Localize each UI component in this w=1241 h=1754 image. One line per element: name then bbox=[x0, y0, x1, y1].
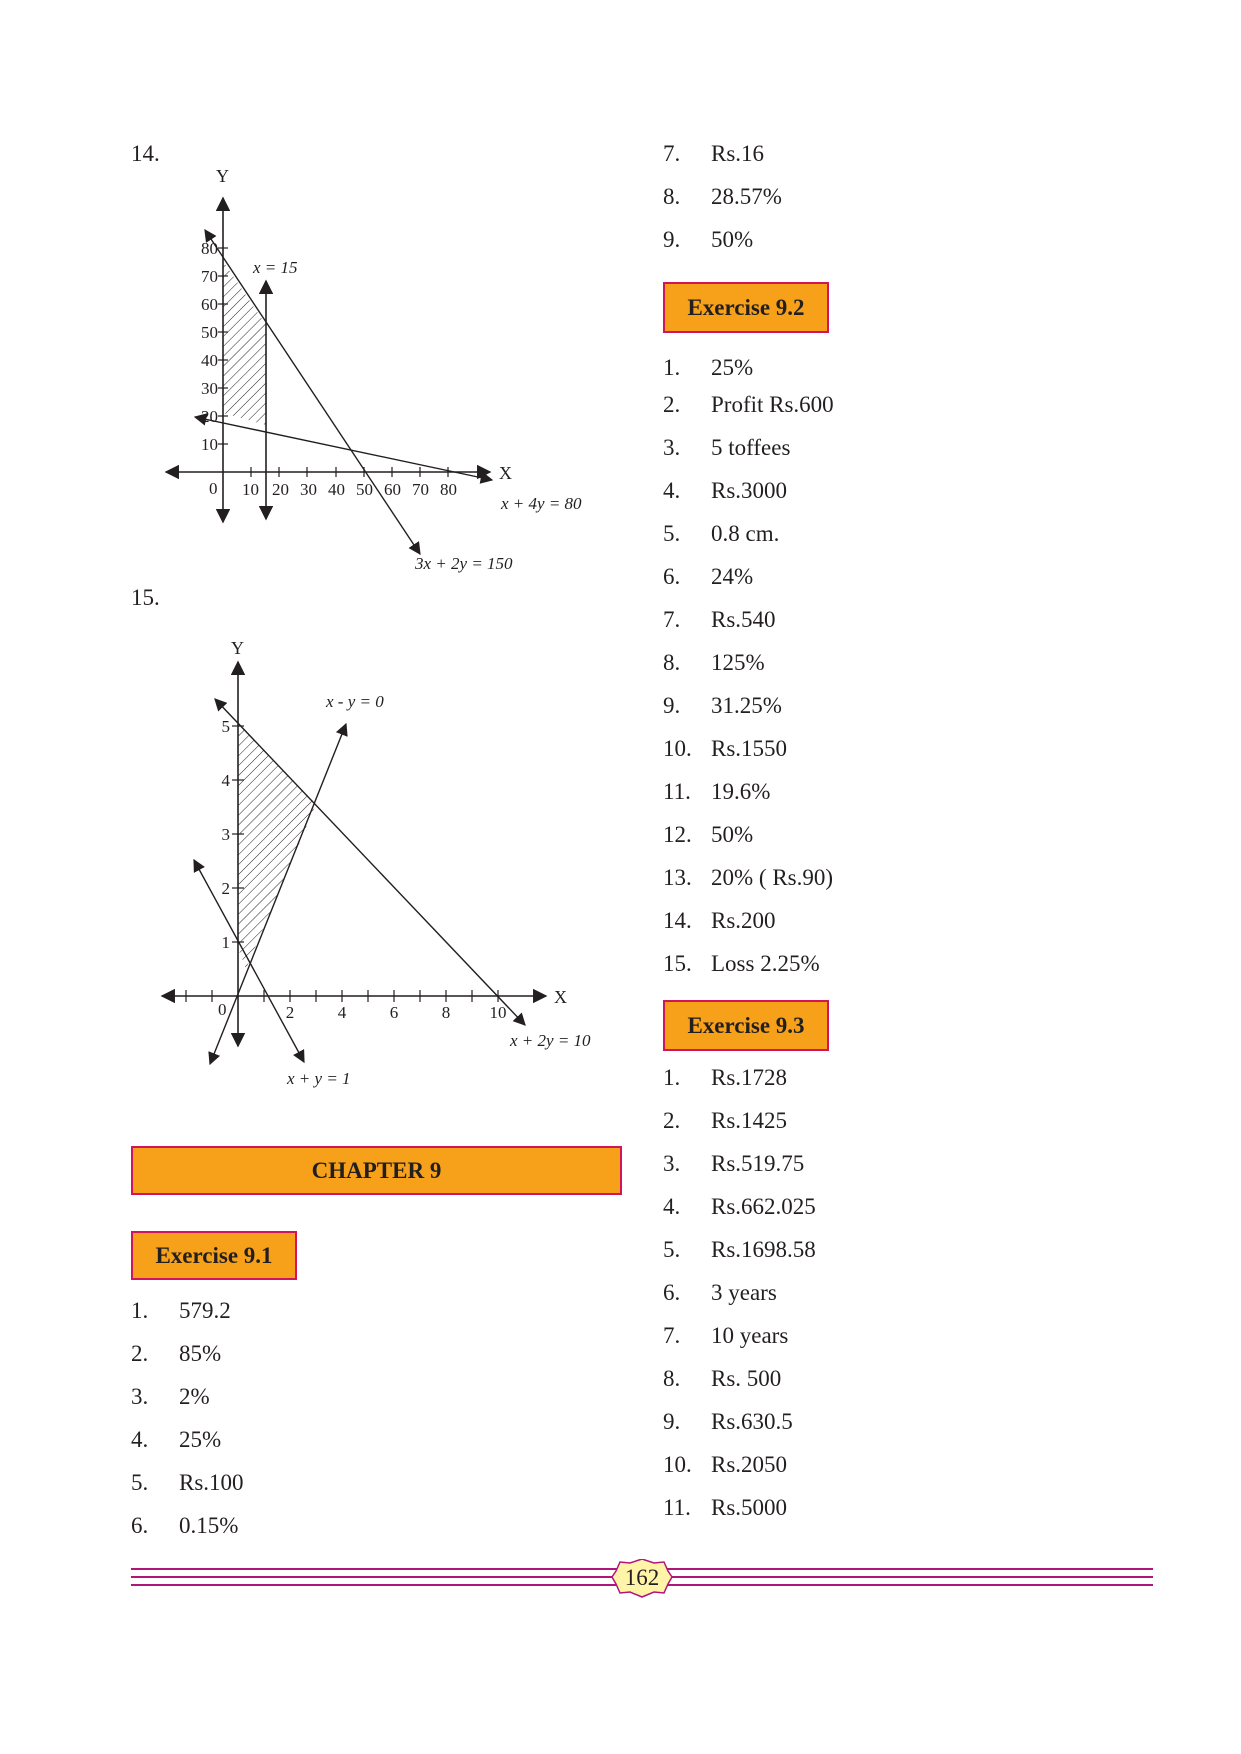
list-item bbox=[663, 564, 753, 590]
y-tick-label: 30 bbox=[201, 379, 218, 398]
x-tick-label: 10 bbox=[489, 1003, 507, 1022]
item-number: 8. bbox=[663, 184, 681, 209]
item-answer: 24% bbox=[711, 564, 754, 589]
item-number: 12. bbox=[663, 822, 692, 847]
item-answer: Rs.100 bbox=[179, 1470, 244, 1495]
x-axis-label: X bbox=[499, 463, 512, 483]
question-15-number: 15. bbox=[131, 585, 160, 610]
item-number: 1. bbox=[663, 355, 681, 380]
item-answer: Rs.200 bbox=[711, 908, 776, 933]
y-axis-label: Y bbox=[216, 166, 229, 186]
item-number: 11. bbox=[663, 779, 691, 804]
item-number: 2. bbox=[663, 392, 681, 417]
item-number: 5. bbox=[131, 1470, 149, 1495]
x-tick-label: 50 bbox=[356, 480, 373, 499]
x-tick-label: 2 bbox=[285, 1003, 295, 1022]
item-number: 10. bbox=[663, 1452, 692, 1477]
exercise-9-2-heading: Exercise 9.2 bbox=[663, 282, 829, 333]
item-answer: Rs.1550 bbox=[711, 736, 788, 761]
list-item bbox=[663, 392, 834, 418]
item-number: 2. bbox=[663, 1108, 681, 1133]
line-label-x-15: x = 15 bbox=[253, 258, 298, 277]
list-item bbox=[663, 1108, 787, 1134]
list-item bbox=[663, 865, 833, 891]
y-tick-label: 70 bbox=[201, 267, 218, 286]
item-number: 11. bbox=[663, 1495, 691, 1520]
item-answer: 0.15% bbox=[179, 1513, 239, 1538]
item-answer: Rs.3000 bbox=[711, 478, 788, 503]
list-item bbox=[663, 1151, 804, 1177]
item-answer: 125% bbox=[711, 650, 765, 675]
line-label-3x-plus-2y: 3x + 2y = 150 bbox=[415, 554, 513, 573]
item-answer: 19.6% bbox=[711, 779, 771, 804]
item-number: 3. bbox=[663, 435, 681, 460]
chapter-heading: CHAPTER 9 bbox=[131, 1146, 622, 1195]
item-number: 6. bbox=[663, 1280, 681, 1305]
item-answer: 50% bbox=[711, 822, 754, 847]
list-item bbox=[663, 1280, 777, 1306]
page-footer bbox=[131, 1559, 1153, 1599]
item-number: 9. bbox=[663, 693, 681, 718]
x-tick-label: 80 bbox=[440, 480, 457, 499]
y-tick-label: 80 bbox=[201, 239, 218, 258]
item-number: 1. bbox=[663, 1065, 681, 1090]
item-number: 3. bbox=[131, 1384, 149, 1409]
item-number: 1. bbox=[131, 1298, 149, 1323]
origin-label: 0 bbox=[218, 1000, 227, 1019]
list-item bbox=[663, 435, 790, 461]
feasible-region bbox=[223, 261, 266, 425]
list-item bbox=[663, 650, 765, 676]
list-item bbox=[663, 184, 782, 210]
list-item bbox=[663, 1366, 781, 1392]
line-label-x-plus-4y: x + 4y = 80 bbox=[501, 494, 582, 513]
x-tick-label: 20 bbox=[272, 480, 289, 499]
item-answer: Rs.1728 bbox=[711, 1065, 788, 1090]
x-tick-label: 6 bbox=[389, 1003, 399, 1022]
list-item bbox=[663, 1323, 788, 1349]
line-label-x-minus-y: x - y = 0 bbox=[326, 692, 384, 711]
list-item bbox=[663, 141, 764, 167]
y-tick-label: 50 bbox=[201, 323, 218, 342]
x-tick-label: 10 bbox=[242, 480, 259, 499]
exercise-9-3-heading: Exercise 9.3 bbox=[663, 1000, 829, 1051]
list-item bbox=[663, 478, 787, 504]
line-label-x-plus-y: x + y = 1 bbox=[287, 1069, 351, 1088]
item-answer: Rs.662.025 bbox=[711, 1194, 816, 1219]
list-item bbox=[663, 1452, 787, 1478]
item-answer: 10 years bbox=[711, 1323, 789, 1348]
item-answer: 28.57% bbox=[711, 184, 782, 209]
item-answer: 0.8 cm. bbox=[711, 521, 780, 546]
item-answer: Rs.519.75 bbox=[711, 1151, 805, 1176]
list-item bbox=[663, 908, 776, 934]
list-item bbox=[131, 1298, 231, 1324]
item-number: 15. bbox=[663, 951, 692, 976]
item-number: 3. bbox=[663, 1151, 681, 1176]
item-number: 6. bbox=[663, 564, 681, 589]
line-label-x-plus-2y: x + 2y = 10 bbox=[510, 1031, 591, 1050]
page-number: 162 bbox=[624, 1565, 660, 1590]
item-answer: Profit Rs.600 bbox=[711, 392, 834, 417]
y-axis-label: Y bbox=[231, 638, 244, 658]
item-number: 14. bbox=[663, 908, 692, 933]
list-item bbox=[663, 1495, 787, 1521]
x-tick-label: 40 bbox=[328, 480, 345, 499]
y-tick-label: 5 bbox=[221, 717, 230, 736]
list-item bbox=[131, 1470, 244, 1496]
list-item bbox=[663, 951, 820, 977]
item-answer: 2% bbox=[179, 1384, 210, 1409]
y-tick-label: 1 bbox=[221, 933, 230, 952]
item-number: 9. bbox=[663, 1409, 681, 1434]
y-tick-label: 4 bbox=[221, 771, 230, 790]
list-item bbox=[663, 1194, 816, 1220]
item-number: 4. bbox=[131, 1427, 149, 1452]
item-answer: 579.2 bbox=[179, 1298, 231, 1323]
x-tick-label: 30 bbox=[300, 480, 317, 499]
y-tick-label: 3 bbox=[221, 825, 230, 844]
y-tick-label: 2 bbox=[221, 879, 230, 898]
item-answer: Rs.630.5 bbox=[711, 1409, 793, 1434]
item-number: 13. bbox=[663, 865, 692, 890]
list-item bbox=[663, 1065, 787, 1091]
x-tick-label: 70 bbox=[412, 480, 429, 499]
list-item bbox=[663, 227, 753, 253]
item-answer: Rs.2050 bbox=[711, 1452, 788, 1477]
x-tick-label: 8 bbox=[441, 1003, 451, 1022]
list-item bbox=[663, 1409, 793, 1435]
item-number: 4. bbox=[663, 478, 681, 503]
list-item bbox=[663, 822, 753, 848]
item-answer: Rs.540 bbox=[711, 607, 776, 632]
graph-q15 bbox=[150, 636, 610, 1096]
item-answer: 3 years bbox=[711, 1280, 777, 1305]
item-answer: Loss 2.25% bbox=[711, 951, 820, 976]
item-answer: Rs. 500 bbox=[711, 1366, 782, 1391]
item-number: 10. bbox=[663, 736, 692, 761]
list-item bbox=[663, 607, 776, 633]
origin-label: 0 bbox=[209, 479, 218, 498]
item-number: 8. bbox=[663, 650, 681, 675]
exercise-9-1-heading: Exercise 9.1 bbox=[131, 1231, 297, 1280]
x-tick-label: 60 bbox=[384, 480, 401, 499]
list-item bbox=[131, 1384, 210, 1410]
list-item bbox=[663, 355, 753, 381]
item-answer: 25% bbox=[179, 1427, 222, 1452]
item-answer: 85% bbox=[179, 1341, 222, 1366]
item-number: 5. bbox=[663, 521, 681, 546]
item-answer: Rs.5000 bbox=[711, 1495, 788, 1520]
y-tick-label: 10 bbox=[201, 435, 218, 454]
item-number: 4. bbox=[663, 1194, 681, 1219]
list-item bbox=[663, 521, 779, 547]
item-answer: 50% bbox=[711, 227, 754, 252]
list-item bbox=[663, 1237, 816, 1263]
list-item bbox=[663, 779, 770, 805]
question-14-number: 14. bbox=[131, 141, 160, 166]
item-answer: 25% bbox=[711, 355, 754, 380]
item-number: 2. bbox=[131, 1341, 149, 1366]
item-answer: 5 toffees bbox=[711, 435, 791, 460]
item-number: 9. bbox=[663, 227, 681, 252]
item-number: 7. bbox=[663, 141, 681, 166]
x-axis-label: X bbox=[554, 987, 567, 1007]
item-answer: Rs.1698.58 bbox=[711, 1237, 816, 1262]
item-number: 6. bbox=[131, 1513, 149, 1538]
list-item bbox=[131, 1513, 238, 1539]
list-item bbox=[663, 736, 787, 762]
feasible-region bbox=[238, 723, 316, 969]
item-answer: 20% ( Rs.90) bbox=[711, 865, 834, 890]
graph-q14 bbox=[150, 162, 610, 582]
item-answer: 31.25% bbox=[711, 693, 782, 718]
item-number: 7. bbox=[663, 1323, 681, 1348]
item-answer: Rs.1425 bbox=[711, 1108, 788, 1133]
item-number: 7. bbox=[663, 607, 681, 632]
x-tick-label: 4 bbox=[337, 1003, 347, 1022]
item-number: 8. bbox=[663, 1366, 681, 1391]
y-tick-label: 60 bbox=[201, 295, 218, 314]
page-number-badge bbox=[612, 1559, 672, 1597]
item-answer: Rs.16 bbox=[711, 141, 765, 166]
y-tick-label: 40 bbox=[201, 351, 218, 370]
list-item bbox=[131, 1341, 221, 1367]
list-item bbox=[663, 693, 782, 719]
list-item bbox=[131, 1427, 221, 1453]
item-number: 5. bbox=[663, 1237, 681, 1262]
y-tick-label: 20 bbox=[201, 407, 218, 426]
